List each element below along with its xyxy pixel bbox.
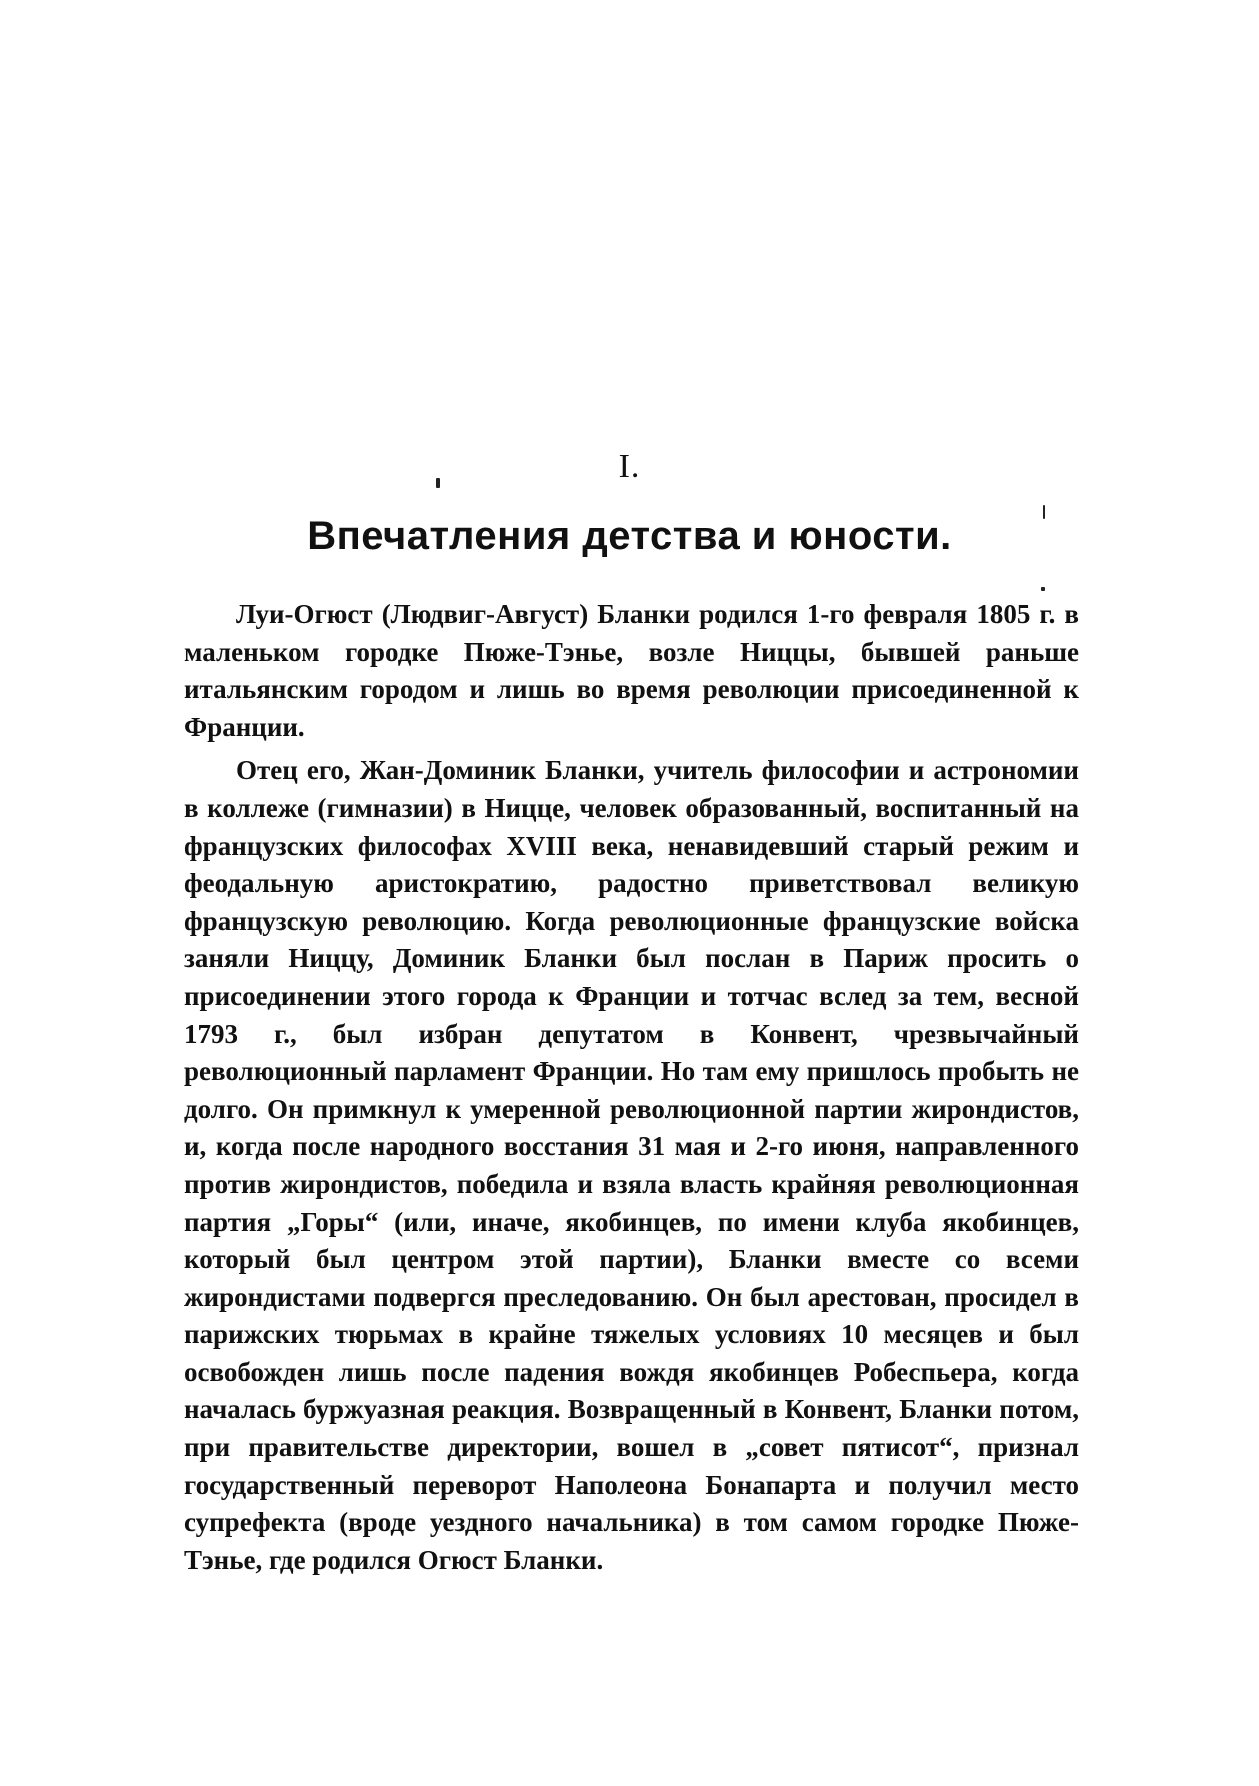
scan-speck: [1041, 587, 1045, 591]
paragraph: Луи-Огюст (Людвиг-Август) Бланки родился 1-го февраля 1805 г. в маленьком городке Пюже-Тэнье, возле Ниццы, бывшей раньше итальянским городом и лишь во время революции присоединенной к Франции.: [184, 599, 1079, 742]
paragraph: Отец его, Жан-Доминик Бланки, учитель философии и астрономии в коллеже (гимназии) в Ницце, человек образованный, воспитанный на французских философах XVIII века, ненавидевший старый режим и феодальную аристократию, радостно приветствовал великую французскую революцию. Когда революционные французские войска заняли Ниццу, Доминик Бланки был послан в Париж просить о присоединении этого города к Франции и тотчас вслед за тем, весной 1793 г., был избран депутатом в Конвент, чрезвычайный революционный парламент Франции. Но там ему пришлось пробыть не долго. Он примкнул к умеренной революционной партии жирондистов, и, когда после народного восстания 31 мая и 2-го июня, направленного против жирондистов, победила и взяла власть крайняя революционная партия „Горы“ (или, иначе, якобинцев, по имени клуба якобинцев, который был центром этой партии), Бланки вместе со всеми жирондистами подвергся преследованию. Он был арестован, просидел в парижских тюрьмах в крайне тяжелых условиях 10 месяцев и был освобожден лишь после падения вождя якобинцев Робеспьера, когда началась буржуазная реакция. Возвращенный в Конвент, Бланки потом, при правительстве директории, вошел в „совет пятисот“, признал государственный переворот Наполеона Бонапарта и получил место супрефекта (вроде уездного начальника) в том самом городке Пюже-Тэнье, где родился Огюст Бланки.: [184, 755, 1079, 1575]
chapter-body: [184, 596, 1079, 1579]
chapter-title: Впечатления детства и юности.: [307, 514, 952, 558]
chapter-number: I.: [618, 448, 641, 485]
